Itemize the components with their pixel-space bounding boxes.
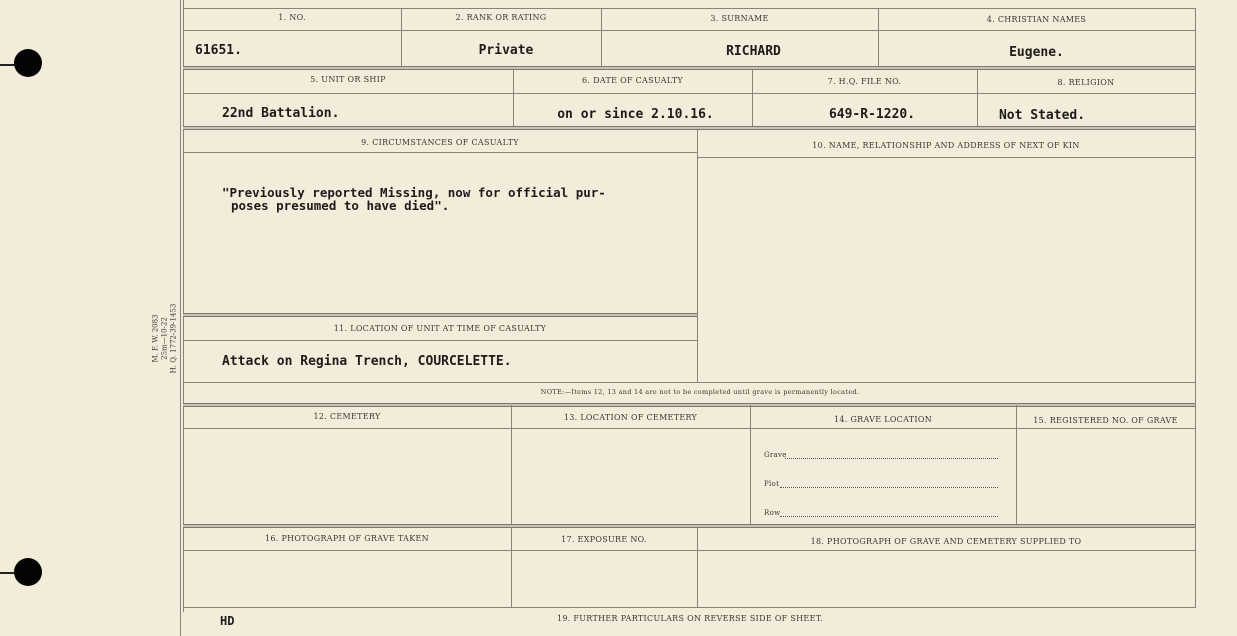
christian-names-value: Eugene.	[1009, 45, 1064, 60]
file-label: 7. H.Q. FILE NO.	[827, 77, 902, 86]
exposure-label: 17. EXPOSURE NO.	[561, 535, 647, 544]
note-text: NOTE:—Items 12, 13 and 14 are not to be completed until grave is permanently located.	[540, 388, 860, 396]
unit-value: 22nd Battalion.	[222, 106, 340, 121]
cemetery-label: 12. CEMETERY	[313, 412, 381, 421]
grave-field-label: Grave	[764, 451, 787, 459]
row-field-label: Row	[764, 509, 781, 517]
grave-location-label: 14. GRAVE LOCATION	[833, 415, 932, 424]
form-number: M. F. W. 2083	[151, 314, 160, 363]
registered-no-label: 15. REGISTERED NO. OF GRAVE	[1033, 416, 1178, 425]
print-run: 25m—10-22	[160, 317, 169, 360]
surname-value: RICHARD	[726, 44, 781, 59]
circumstances-line: "Previously reported Missing, now for official pur-	[222, 185, 606, 200]
further-particulars-note: 19. FURTHER PARTICULARS ON REVERSE SIDE OF SHEET.	[556, 614, 824, 623]
side-print	[152, 284, 179, 394]
next-of-kin-label: 10. NAME, RELATIONSHIP AND ADDRESS OF NEXT OF KIN	[812, 141, 1080, 150]
plot-field-label: Plot	[764, 480, 780, 488]
rank-label: 2. RANK OR RATING	[455, 13, 547, 22]
religion-value: Not Stated.	[998, 108, 1086, 123]
surname-label: 3. SURNAME	[710, 14, 769, 23]
photo-taken-label: 16. PHOTOGRAPH OF GRAVE TAKEN	[265, 534, 429, 543]
unit-label: 5. UNIT OR SHIP	[310, 75, 386, 84]
punch-hole	[14, 558, 42, 586]
religion-label: 8. RELIGION	[1057, 78, 1115, 87]
rank-value: Private	[478, 43, 534, 58]
photo-supplied-label: 18. PHOTOGRAPH OF GRAVE AND CEMETERY SUPPLIED TO	[810, 537, 1082, 546]
location-unit-label: 11. LOCATION OF UNIT AT TIME OF CASUALTY	[333, 324, 547, 333]
cemetery-location-label: 13. LOCATION OF CEMETERY	[563, 413, 698, 422]
hq-number: H. Q. 1772-39-1453	[169, 303, 178, 374]
no-label: 1. NO.	[278, 13, 306, 22]
christian-names-label: 4. CHRISTIAN NAMES	[986, 15, 1087, 24]
date-value: on or since 2.10.16.	[557, 107, 714, 122]
circumstances-line: poses presumed to have died".	[231, 198, 450, 213]
service-number: 61651.	[195, 43, 242, 58]
location-unit-value: Attack on Regina Trench, COURCELETTE.	[222, 354, 512, 369]
circumstances-label: 9. CIRCUMSTANCES OF CASUALTY	[361, 138, 519, 147]
clerk-initials: HD	[220, 614, 235, 628]
date-label: 6. DATE OF CASUALTY	[582, 76, 683, 85]
circumstances-value	[222, 186, 606, 212]
file-value: 649-R-1220.	[828, 107, 916, 122]
punch-hole	[14, 49, 42, 77]
